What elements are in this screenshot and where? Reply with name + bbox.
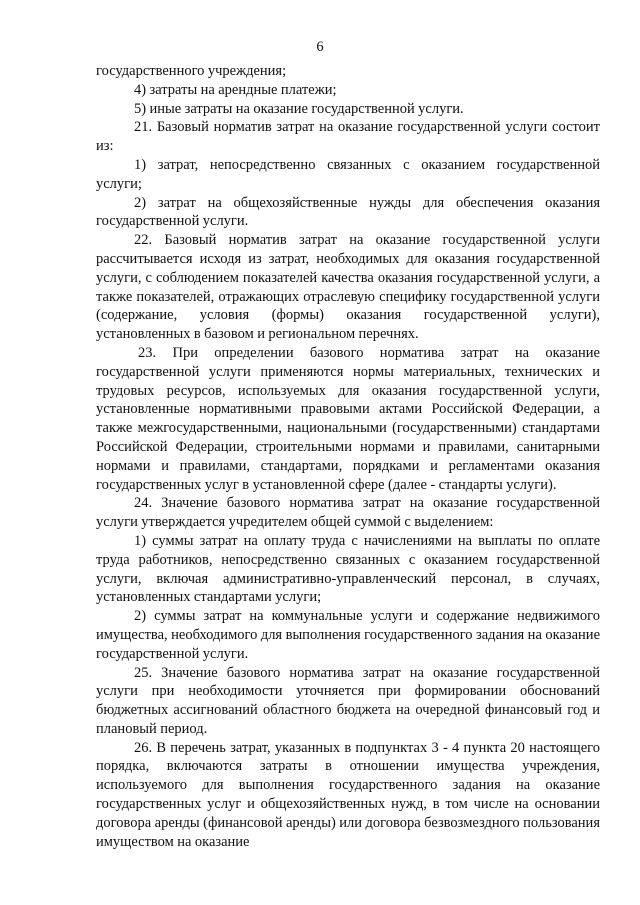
paragraph-23: 23. При определении базового норматива затрат на оказание государственной услуги применяются нормы материальных, технических и трудовых ресурсов, используемых для оказания государственной услуги, установленные нормативными правовыми актами Российской Федерации, а также межгосударственными, национальными (государственными) стандартами Российской Федерации, строительными нормами и правилами, санитарными нормами и правилами, стандартами, порядками и регламентами оказания государственных услуг в установленной сфере (далее - стандарты услуги). — [96, 344, 600, 493]
paragraph-24: 24. Значение базового норматива затрат на оказание государственной услуги утверждается учредителем общей суммой с выделением: — [96, 495, 600, 531]
paragraph-26: 26. В перечень затрат, указанных в подпунктах 3 - 4 пункта 20 настоящего порядка, включаются затраты в отношении имущества учреждения, используемого для выполнения государственного задания на оказание государственных услуг и общехозяйственных нужд, в том числе на основании договора аренды (финансовой аренды) или договора безвозмездного пользования имуществом на оказание — [96, 739, 600, 850]
paragraph-item-4: 4) затраты на арендные платежи; — [134, 81, 337, 98]
paragraph-continuation: государственного учреждения; — [96, 63, 287, 79]
paragraph-21-item-2: 2) затрат на общехозяйственные нужды для обеспечения оказания государственной услуги. — [96, 194, 600, 230]
paragraph-25: 25. Значение базового норматива затрат на оказание государственной услуги при необходимости уточняется при формировании обоснований бюджетных ассигнований областного бюджета на очередной финансовый год и плановый период. — [96, 664, 600, 737]
paragraph-22: 22. Базовый норматив затрат на оказание государственной услуги рассчитывается исходя из затрат, необходимых для оказания государственной услуги, с соблюдением показателей качества оказания государственной услуги, а также показателей, отражающих отраслевую специфику государственной услуги (содержание, условия (формы) оказания государственной услуги), установленных в базовом и региональном перечнях. — [96, 232, 600, 343]
document-body — [96, 62, 600, 851]
paragraph-24-item-1: 1) суммы затрат на оплату труда с начислениями на выплаты по оплате труда работников, непосредственно связанных с оказанием государственной услуги, включая административно-управленческий персонал, в случаях, установленных стандартами услуги; — [96, 532, 600, 606]
paragraph-item-5: 5) иные затраты на оказание государственной услуги. — [134, 100, 464, 117]
paragraph-21: 21. Базовый норматив затрат на оказание государственной услуги состоит из: — [96, 119, 600, 155]
page-number: 6 — [316, 39, 324, 55]
paragraph-24-item-2: 2) суммы затрат на коммунальные услуги и содержание недвижимого имущества, необходимого для выполнения государственного задания на оказание государственной услуги. — [96, 608, 600, 662]
paragraph-21-item-1: 1) затрат, непосредственно связанных с оказанием государственной услуги; — [96, 156, 600, 192]
